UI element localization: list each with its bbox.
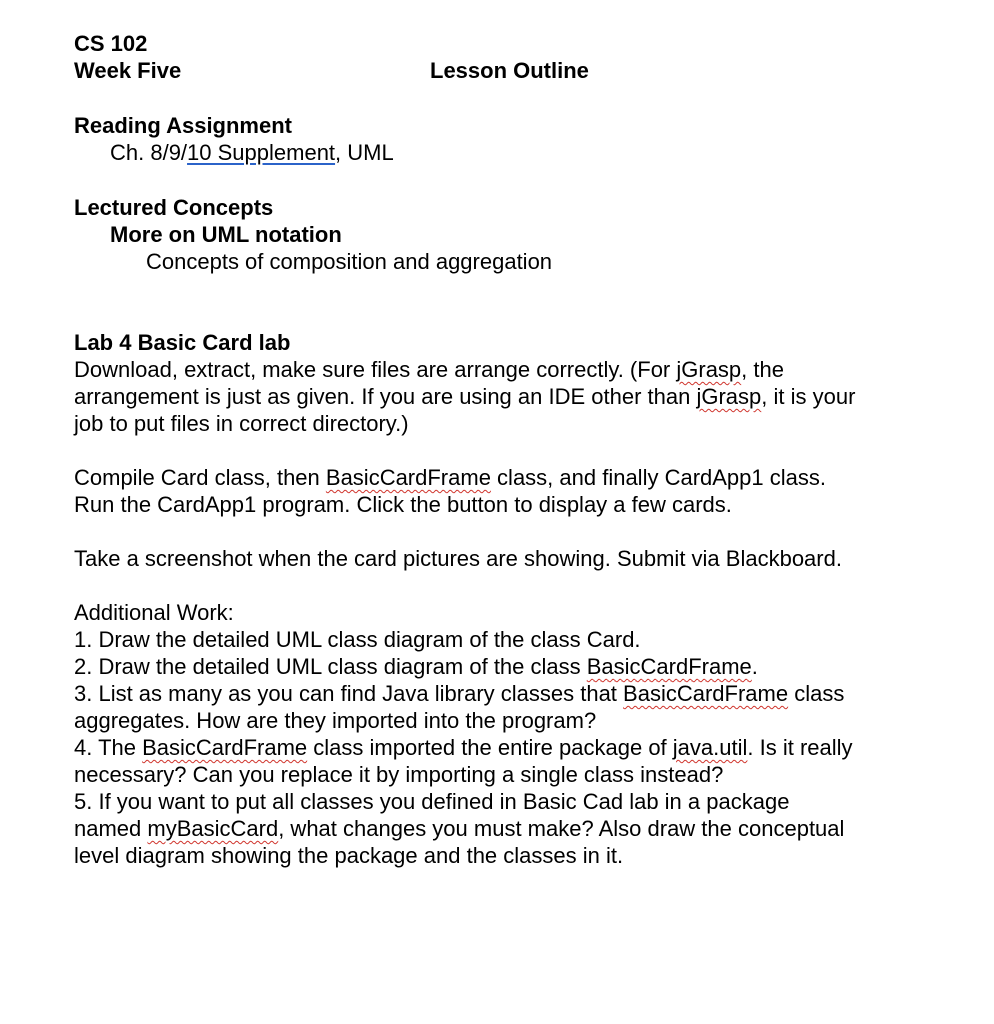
spellcheck-word: BasicCardFrame [325, 465, 491, 490]
spellcheck-word: myBasicCard [147, 816, 279, 841]
text-run: , what changes you must make? Also draw the conceptual [278, 816, 845, 841]
additional-item-5-cont [74, 815, 954, 842]
lab-p3: Take a screenshot when the card pictures are showing. Submit via Blackboard. [74, 546, 842, 571]
additional-item-5-cont2: level diagram showing the package and the classes in it. [74, 843, 624, 868]
course-title: CS 102 [74, 31, 148, 56]
lectured-sub: More on UML notation [110, 222, 342, 247]
text-run: named [74, 816, 148, 841]
text-run: . [751, 654, 758, 679]
text-run: Download, extract, make sure files are arrange correctly. (For [74, 357, 677, 382]
lab-p1-line2 [74, 383, 954, 410]
text-run: 2. Draw the detailed UML class diagram of the class [74, 654, 587, 679]
lab-p1-line3: job to put files in correct directory.) [74, 411, 409, 436]
reading-text [74, 139, 954, 166]
text-run: class [788, 681, 845, 706]
additional-item-4-cont: necessary? Can you replace it by importing a single class instead? [74, 762, 724, 787]
lab-p2-line1 [74, 464, 954, 491]
lectured-heading: Lectured Concepts [74, 195, 274, 220]
additional-heading: Additional Work: [74, 600, 234, 625]
lab-heading: Lab 4 Basic Card lab [74, 330, 291, 355]
spellcheck-word: BasicCardFrame [586, 654, 752, 679]
supplement-link[interactable]: 10 Supplement [187, 140, 336, 165]
text-run: class, and finally CardApp1 class. [490, 465, 826, 490]
spellcheck-word: java.util [672, 735, 748, 760]
reading-prefix: Ch. 8/9/ [110, 140, 188, 165]
text-run: , it is your [761, 384, 856, 409]
week-label: Week Five [74, 58, 182, 83]
lesson-outline-title: Lesson Outline [430, 58, 589, 83]
additional-item-2 [74, 653, 954, 680]
additional-item-4 [74, 734, 954, 761]
lab-p1-line1 [74, 356, 954, 383]
lectured-subsub: Concepts of composition and aggregation [146, 249, 553, 274]
additional-item-1: 1. Draw the detailed UML class diagram of the class Card. [74, 627, 641, 652]
text-run: arrangement is just as given. If you are using an IDE other than [74, 384, 697, 409]
text-run: class imported the entire package of [307, 735, 673, 760]
additional-item-3-cont: aggregates. How are they imported into the program? [74, 708, 597, 733]
additional-item-3 [74, 680, 954, 707]
lab-p2-line2: Run the CardApp1 program. Click the button to display a few cards. [74, 492, 732, 517]
text-run: , the [741, 357, 784, 382]
header-row [74, 57, 954, 84]
reading-heading: Reading Assignment [74, 113, 292, 138]
reading-suffix: , UML [335, 140, 394, 165]
document-page [74, 30, 954, 869]
spellcheck-word: BasicCardFrame [623, 681, 789, 706]
text-run: 4. The [74, 735, 143, 760]
spellcheck-word: jGrasp [696, 384, 762, 409]
text-run: 3. List as many as you can find Java library classes that [74, 681, 624, 706]
text-run: Compile Card class, then [74, 465, 326, 490]
additional-item-5: 5. If you want to put all classes you defined in Basic Cad lab in a package [74, 789, 790, 814]
spellcheck-word: BasicCardFrame [142, 735, 308, 760]
text-run: . Is it really [747, 735, 853, 760]
spellcheck-word: jGrasp [676, 357, 742, 382]
